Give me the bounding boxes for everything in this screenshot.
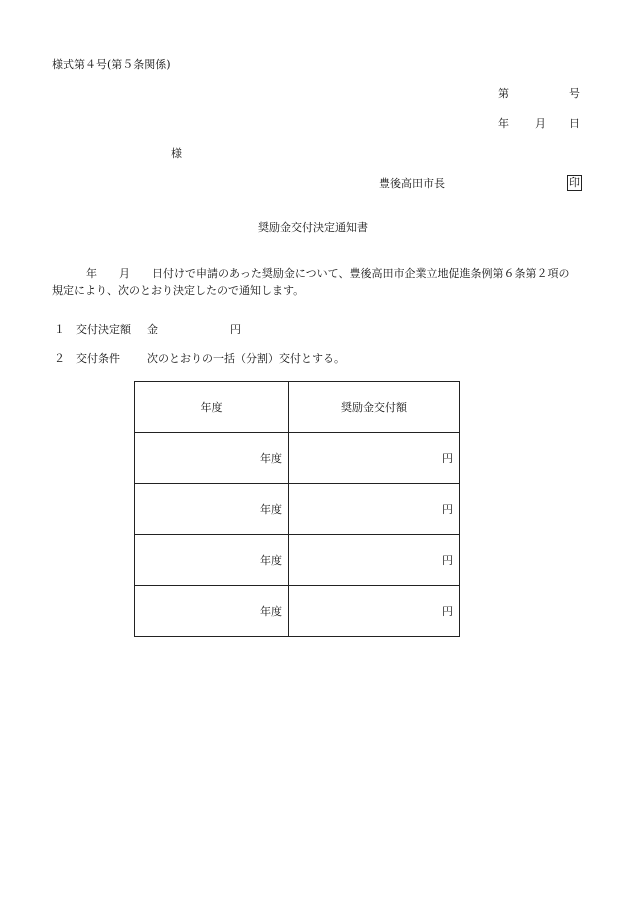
date-day-label: 日 bbox=[569, 117, 580, 130]
fiscal-year-cell: 年度 bbox=[135, 535, 289, 586]
item-number: １ bbox=[54, 323, 65, 336]
grant-amount-prefix: 金 bbox=[147, 323, 158, 336]
addressee-honorific: 様 bbox=[171, 147, 182, 160]
header-grant-amount: 奨励金交付額 bbox=[289, 382, 460, 433]
table-header-row bbox=[135, 382, 460, 433]
date-month-label: 月 bbox=[535, 117, 546, 130]
document-number-prefix: 第 bbox=[498, 87, 509, 100]
item-number: ２ bbox=[54, 352, 65, 365]
amount-cell: 円 bbox=[289, 433, 460, 484]
document-title: 奨励金交付決定通知書 bbox=[258, 221, 368, 234]
document-number-suffix: 号 bbox=[569, 87, 580, 100]
item-label-grant-conditions: 交付条件 bbox=[76, 352, 120, 365]
fiscal-year-cell: 年度 bbox=[135, 586, 289, 637]
notice-body-text: 年 月 日付けで申請のあった奨励金について、豊後高田市企業立地促進条例第６条第２項の規定により、次のとおり決定したので通知します。 bbox=[52, 267, 570, 297]
header-fiscal-year: 年度 bbox=[135, 382, 289, 433]
item-label-grant-amount: 交付決定額 bbox=[76, 323, 131, 336]
fiscal-year-cell: 年度 bbox=[135, 484, 289, 535]
grant-schedule-table bbox=[134, 381, 460, 637]
amount-cell: 円 bbox=[289, 586, 460, 637]
form-label: 様式第４号(第５条関係) bbox=[52, 58, 171, 71]
date-year-label: 年 bbox=[498, 117, 509, 130]
issuer-name: 豊後高田市長 bbox=[379, 177, 445, 190]
grant-conditions-text: 次のとおりの一括（分割）交付とする。 bbox=[147, 352, 345, 365]
table-row bbox=[135, 433, 460, 484]
grant-amount-unit: 円 bbox=[230, 323, 241, 336]
table-row bbox=[135, 586, 460, 637]
amount-cell: 円 bbox=[289, 484, 460, 535]
amount-cell: 円 bbox=[289, 535, 460, 586]
table-row bbox=[135, 535, 460, 586]
fiscal-year-cell: 年度 bbox=[135, 433, 289, 484]
seal-mark: 印 bbox=[569, 176, 580, 189]
table-row bbox=[135, 484, 460, 535]
